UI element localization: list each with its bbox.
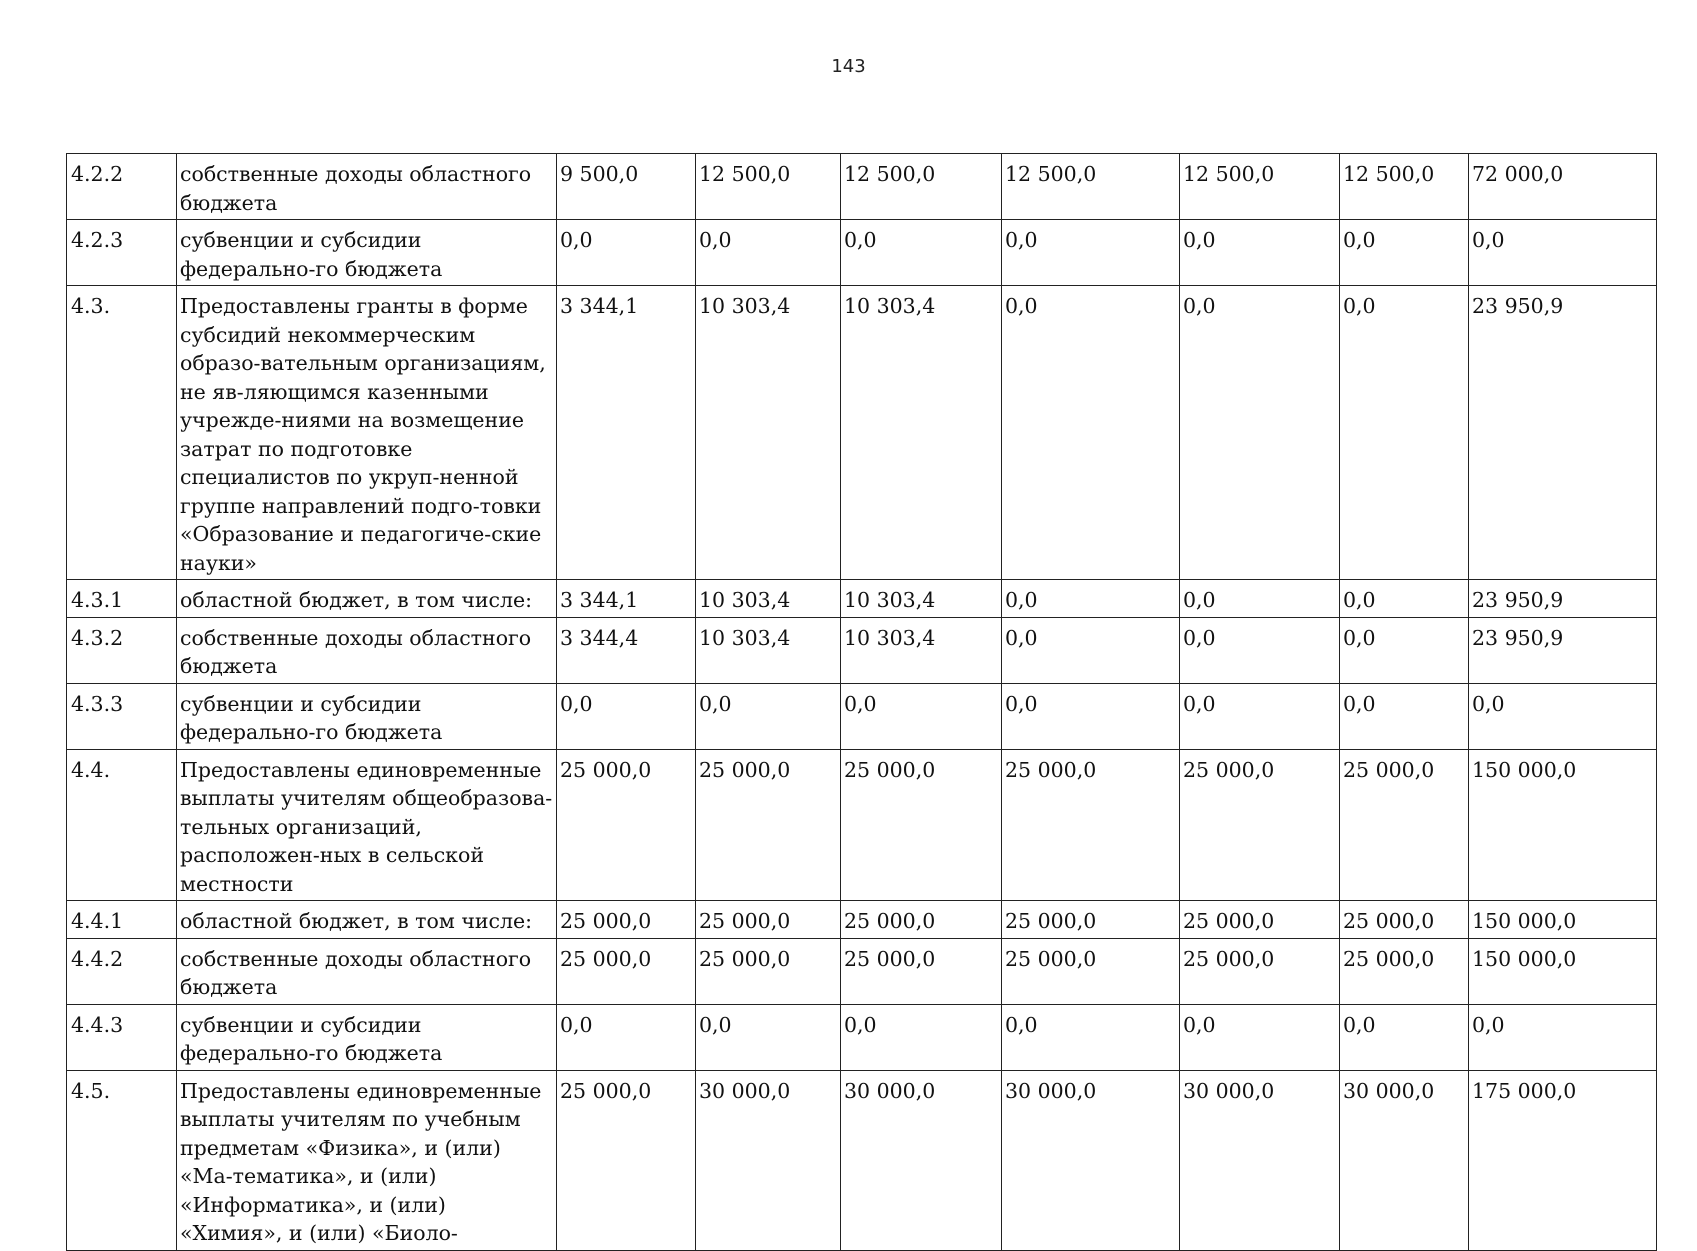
row-value-cell: 9 500,0 [557, 154, 696, 220]
row-description-cell: областной бюджет, в том числе: [177, 901, 557, 939]
row-value-cell: 150 000,0 [1469, 901, 1657, 939]
row-value-cell: 25 000,0 [557, 1070, 696, 1250]
row-value-cell: 0,0 [1340, 580, 1469, 618]
row-value-cell: 0,0 [1340, 683, 1469, 749]
table-row [67, 1070, 1657, 1250]
row-value-cell: 25 000,0 [1002, 749, 1180, 901]
row-value-cell: 25 000,0 [1340, 901, 1469, 939]
row-description-cell: Предоставлены единовременные выплаты учителям общеобразова-тельных организаций, расположен-ных в сельской местности [177, 749, 557, 901]
row-value-cell: 0,0 [1340, 1004, 1469, 1070]
row-value-cell: 0,0 [1180, 617, 1340, 683]
row-value-cell: 23 950,9 [1469, 286, 1657, 580]
table-row [67, 580, 1657, 618]
row-value-cell: 150 000,0 [1469, 938, 1657, 1004]
row-value-cell: 12 500,0 [696, 154, 841, 220]
row-code-cell: 4.3.1 [67, 580, 177, 618]
row-value-cell: 0,0 [1340, 286, 1469, 580]
table-row [67, 617, 1657, 683]
row-value-cell: 25 000,0 [1002, 938, 1180, 1004]
row-description-cell: субвенции и субсидии федерально-го бюджета [177, 1004, 557, 1070]
row-description-cell: собственные доходы областного бюджета [177, 938, 557, 1004]
table-row [67, 220, 1657, 286]
row-value-cell: 0,0 [696, 1004, 841, 1070]
row-code-cell: 4.3.3 [67, 683, 177, 749]
table-row [67, 938, 1657, 1004]
row-value-cell: 0,0 [1002, 617, 1180, 683]
budget-table [66, 153, 1657, 1251]
row-value-cell: 0,0 [1340, 220, 1469, 286]
row-value-cell: 0,0 [1002, 683, 1180, 749]
row-description-cell: Предоставлены единовременные выплаты учителям по учебным предметам «Физика», и (или) «Ма-тематика», и (или) «Информатика», и (или) «Химия», и (или) «Биоло- [177, 1070, 557, 1250]
row-value-cell: 25 000,0 [1002, 901, 1180, 939]
row-description-cell: областной бюджет, в том числе: [177, 580, 557, 618]
row-code-cell: 4.4.2 [67, 938, 177, 1004]
row-value-cell: 0,0 [1180, 286, 1340, 580]
row-value-cell: 10 303,4 [841, 580, 1002, 618]
row-description-cell: субвенции и субсидии федерально-го бюджета [177, 220, 557, 286]
row-code-cell: 4.5. [67, 1070, 177, 1250]
row-value-cell: 10 303,4 [696, 286, 841, 580]
row-value-cell: 10 303,4 [696, 580, 841, 618]
row-value-cell: 25 000,0 [1180, 938, 1340, 1004]
table-row [67, 154, 1657, 220]
row-description-cell: Предоставлены гранты в форме субсидий некоммерческим образо-вательным организациям, не яв-ляющимся казенными учрежде-ниями на возмещение затрат по подготовке специалистов по укруп-ненной группе направлений подго-товки «Образование и педагогиче-ские науки» [177, 286, 557, 580]
row-value-cell: 25 000,0 [696, 749, 841, 901]
row-code-cell: 4.4. [67, 749, 177, 901]
row-value-cell: 150 000,0 [1469, 749, 1657, 901]
row-value-cell: 25 000,0 [557, 938, 696, 1004]
row-value-cell: 25 000,0 [841, 749, 1002, 901]
row-value-cell: 0,0 [1002, 220, 1180, 286]
row-value-cell: 30 000,0 [1180, 1070, 1340, 1250]
row-value-cell: 0,0 [1340, 617, 1469, 683]
row-value-cell: 10 303,4 [841, 286, 1002, 580]
row-description-cell: собственные доходы областного бюджета [177, 617, 557, 683]
row-value-cell: 0,0 [1002, 580, 1180, 618]
row-value-cell: 0,0 [696, 683, 841, 749]
row-value-cell: 0,0 [1469, 1004, 1657, 1070]
row-value-cell: 25 000,0 [1340, 749, 1469, 901]
row-value-cell: 10 303,4 [696, 617, 841, 683]
row-value-cell: 25 000,0 [557, 749, 696, 901]
table-row [67, 749, 1657, 901]
table-row [67, 901, 1657, 939]
row-value-cell: 25 000,0 [696, 938, 841, 1004]
row-value-cell: 0,0 [557, 1004, 696, 1070]
row-value-cell: 25 000,0 [841, 938, 1002, 1004]
row-value-cell: 12 500,0 [1180, 154, 1340, 220]
row-value-cell: 0,0 [841, 220, 1002, 286]
row-value-cell: 30 000,0 [1002, 1070, 1180, 1250]
row-value-cell: 23 950,9 [1469, 580, 1657, 618]
row-value-cell: 25 000,0 [1180, 901, 1340, 939]
row-value-cell: 3 344,4 [557, 617, 696, 683]
row-value-cell: 0,0 [557, 683, 696, 749]
row-code-cell: 4.2.3 [67, 220, 177, 286]
row-value-cell: 0,0 [1180, 580, 1340, 618]
row-code-cell: 4.3.2 [67, 617, 177, 683]
row-description-cell: собственные доходы областного бюджета [177, 154, 557, 220]
row-value-cell: 0,0 [1180, 220, 1340, 286]
row-value-cell: 0,0 [841, 683, 1002, 749]
table-row [67, 683, 1657, 749]
row-value-cell: 0,0 [841, 1004, 1002, 1070]
row-code-cell: 4.2.2 [67, 154, 177, 220]
row-code-cell: 4.4.1 [67, 901, 177, 939]
row-value-cell: 30 000,0 [841, 1070, 1002, 1250]
row-value-cell: 0,0 [1002, 286, 1180, 580]
row-value-cell: 12 500,0 [1002, 154, 1180, 220]
row-value-cell: 3 344,1 [557, 286, 696, 580]
row-value-cell: 12 500,0 [841, 154, 1002, 220]
table-row [67, 1004, 1657, 1070]
table-row [67, 286, 1657, 580]
row-value-cell: 25 000,0 [696, 901, 841, 939]
row-value-cell: 30 000,0 [1340, 1070, 1469, 1250]
row-value-cell: 23 950,9 [1469, 617, 1657, 683]
row-value-cell: 25 000,0 [1180, 749, 1340, 901]
row-description-cell: субвенции и субсидии федерально-го бюджета [177, 683, 557, 749]
row-value-cell: 30 000,0 [696, 1070, 841, 1250]
row-value-cell: 25 000,0 [557, 901, 696, 939]
row-value-cell: 175 000,0 [1469, 1070, 1657, 1250]
row-value-cell: 3 344,1 [557, 580, 696, 618]
row-value-cell: 25 000,0 [1340, 938, 1469, 1004]
row-code-cell: 4.4.3 [67, 1004, 177, 1070]
row-value-cell: 10 303,4 [841, 617, 1002, 683]
row-code-cell: 4.3. [67, 286, 177, 580]
page-number: 143 [831, 56, 866, 77]
row-value-cell: 0,0 [1469, 683, 1657, 749]
row-value-cell: 0,0 [1180, 683, 1340, 749]
row-value-cell: 25 000,0 [841, 901, 1002, 939]
row-value-cell: 0,0 [557, 220, 696, 286]
row-value-cell: 0,0 [1469, 220, 1657, 286]
row-value-cell: 0,0 [696, 220, 841, 286]
row-value-cell: 0,0 [1180, 1004, 1340, 1070]
row-value-cell: 72 000,0 [1469, 154, 1657, 220]
row-value-cell: 0,0 [1002, 1004, 1180, 1070]
row-value-cell: 12 500,0 [1340, 154, 1469, 220]
